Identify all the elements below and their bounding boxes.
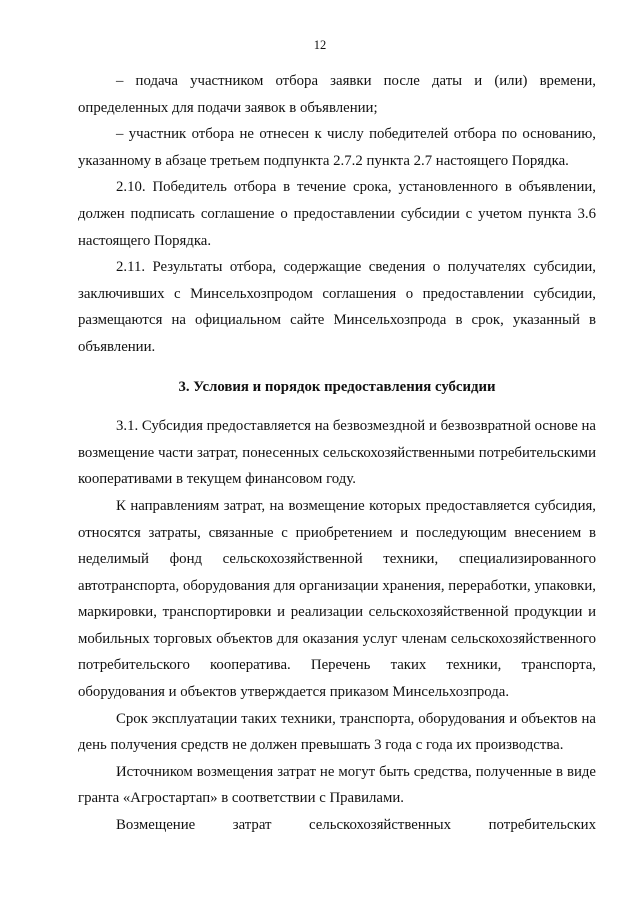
section-heading: 3. Условия и порядок предоставления субсидии (178, 378, 496, 395)
paragraph-funding-source: Источником возмещения затрат не могут быть средства, полученные в виде гранта «Агростартап» в соответствии с Правилами. (78, 763, 596, 807)
paragraph-not-winner: – участник отбора не отнесен к числу победителей отбора по основанию, указанному в абзаце третьем подпункта 2.7.2 пункта 2.7 настоящего Порядка. (78, 126, 596, 169)
paragraph-operation-term: Срок эксплуатации таких техники, транспорта, оборудования и объектов на день получения средств не должен превышать 3 года с года их производства. (78, 710, 596, 754)
paragraph-reimbursement-start: Возмещение затрат сельскохозяйственных потребительских (116, 817, 596, 834)
paragraph-2-10: 2.10. Победитель отбора в течение срока, установленного в объявлении, должен подписать соглашение о предоставлении субсидии с учетом пункта 3.6 настоящего Порядка. (78, 179, 596, 249)
paragraph-expense-directions: К направлениям затрат, на возмещение которых предоставляется субсидия, относятся затраты, связанные с приобретением и последующим внесением в неделимый фонд сельскохозяйственной техники, специализированного автотранспорта, оборудования для организации хранения, переработки, упаковки, маркировки, транспортировки и реализации сельскохозяйственной продукции и мобильных торговых объектов для оказания услуг членам сельскохозяйственного потребительского кооператива. Перечень таких техники, транспорта, оборудования и объектов утверждается приказом Минсельхозпрода. (78, 497, 596, 701)
document-body (78, 68, 596, 839)
paragraph-late-submission: – подача участником отбора заявки после даты и (или) времени, определенных для подачи заявок в объявлении; (78, 73, 596, 116)
paragraph-2-11: 2.11. Результаты отбора, содержащие сведения о получателях субсидии, заключивших с Минсельхозпродом соглашения о предоставлении субсидии, размещаются на официальном сайте Минсельхозпрода в срок, указанный в объявлении. (78, 259, 596, 355)
page-number: 12 (313, 38, 327, 52)
paragraph-3-1: 3.1. Субсидия предоставляется на безвозмездной и безвозвратной основе на возмещение части затрат, понесенных сельскохозяйственными потребительскими кооперативами в текущем финансовом году. (78, 418, 596, 488)
